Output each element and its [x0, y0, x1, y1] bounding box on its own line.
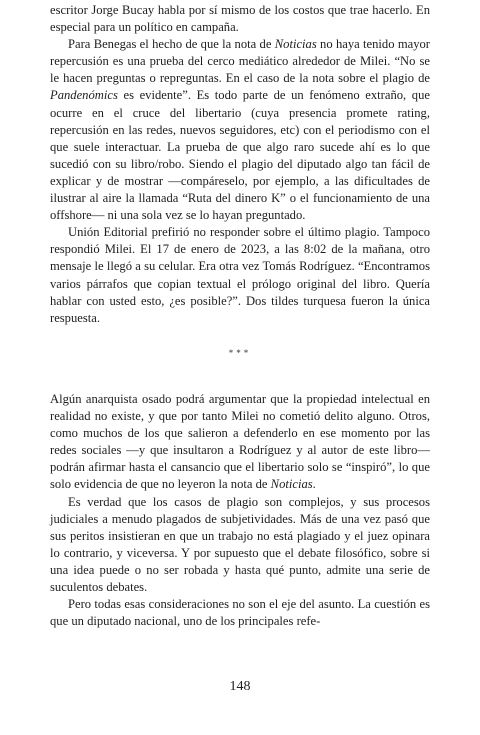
text-run: Pero todas esas consideraciones no son el eje del asunto. La cuestión es que un diputado nacional, uno de los principales refe-	[50, 597, 430, 629]
italic-title-noticias: Noticias	[270, 477, 313, 492]
text-run: Unión Editorial prefirió no responder sobre el último plagio. Tampoco respondió Milei. El 17 de enero de 2023, a las 8:02 de la mañana, otro mensaje le llegó a su celular. Era otra vez Tomás Rodríguez. “Encontramos varios párrafos que copian textual el prólogo original del libro. Quería hablar con usted esto, ¿es posible?”. Dos tildes turquesa fueron la única respuesta.	[50, 225, 430, 325]
text-run: Algún anarquista osado podrá argumentar que la propiedad intelectual en realidad no existe, y que por tanto Milei no cometió delito alguno. Otros, como muchos de los que salieron a defenderlo en ese momento por las redes sociales —y que insultaron a Rodríguez y al autor de este libro— podrán afirmar hasta el cansancio que el libertario solo se “inspiró”, lo que solo evidencia de que no leyeron la nota de	[50, 392, 430, 492]
text-run: Es verdad que los casos de plagio son complejos, y sus procesos judiciales a menudo plagados de subjetividades. Más de una vez pasó que sus peritos insistieran en que un trabajo no está plagiado y el juez opinara lo contrario, y viceversa. Y por supuesto que el debate filosófico, sobre si una idea puede o no ser robada y hasta qué punto, admite una serie de suculentos debates.	[50, 494, 430, 595]
page-number: 148	[229, 679, 251, 694]
text-run: .	[312, 477, 316, 492]
text-run: Para Benegas el hecho de que la nota de	[68, 37, 275, 52]
italic-title-noticias: Noticias	[274, 37, 317, 52]
paragraph-consideraciones	[50, 596, 430, 630]
text-run: escritor Jorge Bucay habla por sí mismo de los costos que trae hacerlo. En especial para un político en campaña.	[50, 3, 430, 35]
bottom-text-block	[50, 391, 430, 630]
section-separator: ***	[228, 348, 252, 358]
text-run: no haya tenido mayor repercusión es una prueba del cerco mediático alrededor de Milei. “No se le hacen preguntas o repreguntas. En el caso de la nota sobre el plagio de	[50, 37, 431, 86]
top-text-block	[50, 2, 430, 327]
paragraph-continuation	[50, 2, 430, 36]
text-run: es evidente”. Es todo parte de un fenómeno extraño, que ocurre en el cruce del libertario (cuya presencia promete rating, repercusión en las redes, nuevos seguidores, etc) con el periodismo con el que suele interactuar. La prueba de que algo raro sucede ahí es lo que sucedió con su libro/robo. Siendo el plagio del diputado algo tan fácil de explicar y de mostrar —compáreselo, por ejemplo, a las dificultades de ilustrar al aire la llamada “Ruta del dinero K” o el funcionamiento de una offshore— ni una sola vez se lo hayan preguntado.	[50, 88, 430, 223]
paragraph-anarquista	[50, 391, 430, 494]
paragraph-plagio-complejo	[50, 494, 430, 597]
paragraph-benegas	[50, 36, 430, 224]
paragraph-union-editorial	[50, 224, 430, 327]
italic-title-pandenomics: Pandenómics	[50, 88, 118, 103]
